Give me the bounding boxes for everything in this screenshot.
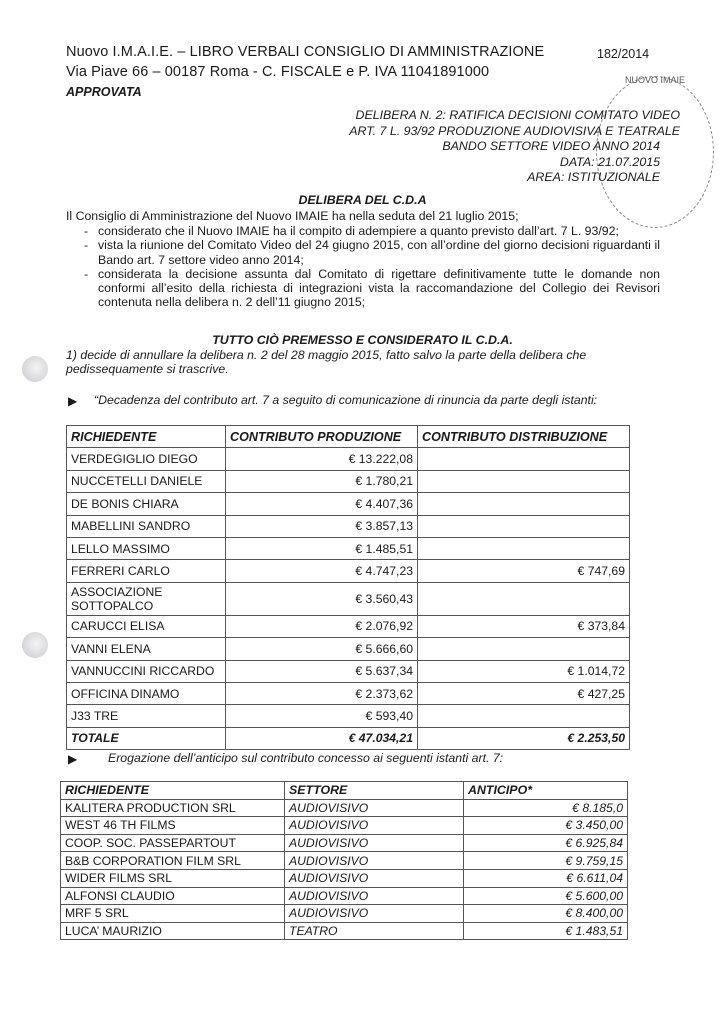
advance-cell: € 8.400,00 — [464, 905, 628, 923]
advance-cell: € 3.450,00 — [464, 817, 628, 835]
advance-cell: € 9.759,15 — [464, 852, 628, 870]
intro-text: Il Consiglio di Amministrazione del Nuovo IMAIE ha nella seduta del 21 luglio 2015; — [66, 209, 519, 223]
requester-cell: VERDEGIGLIO DIEGO — [67, 448, 226, 470]
requester-cell: MABELLINI SANDRO — [67, 515, 226, 537]
production-cell: € 2.076,92 — [226, 615, 418, 637]
sector-cell: AUDIOVISIVO — [285, 817, 464, 835]
requester-cell: OFFICINA DINAMO — [67, 682, 226, 704]
production-cell: € 1.780,21 — [226, 470, 418, 492]
list-item: - considerata la decisione assunta dal Comitato di rigettare definitivamente tutte le domande non conformi all’esito della richiesta di integrazioni vista la raccomandazione del Collegio dei Revisori contenuta nella delibera n. 2 dell’11 giugno 2015; — [84, 266, 660, 310]
table-row — [67, 515, 630, 537]
production-cell: € 4.407,36 — [226, 493, 418, 515]
table-row — [67, 560, 630, 582]
subject-line-2: ART. 7 L. 93/92 PRODUZIONE AUDIOVISIVA E TEATRALE — [349, 123, 680, 138]
table-row — [67, 705, 630, 727]
table-row — [61, 922, 628, 940]
decision-1: 1) decide di annullare la delibera n. 2 del 28 maggio 2015, fatto salvo la parte della delibera che pedissequamente si trascrive. — [66, 348, 587, 377]
requester-cell: MRF 5 SRL — [61, 905, 285, 923]
production-cell: € 2.373,62 — [226, 682, 418, 704]
section-1-heading: “Decadenza del contributo art. 7 a seguito di comunicazione di rinuncia da parte degli istanti: — [94, 393, 598, 407]
subject-line-1: DELIBERA N. 2: RATIFICA DECISIONI COMITATO VIDEO — [355, 108, 680, 122]
premise-heading: TUTTO CIÒ PREMESSO E CONSIDERATO IL C.D.A. — [212, 333, 513, 347]
production-cell: € 13.222,08 — [226, 448, 418, 470]
total-distribution: € 2.253,50 — [418, 727, 630, 749]
column-header-advance: ANTICIPO* — [464, 782, 628, 800]
table-row — [67, 660, 630, 682]
table-row — [61, 799, 628, 817]
sector-cell: AUDIOVISIVO — [285, 869, 464, 887]
requester-cell: LUCA’ MAURIZIO — [61, 922, 285, 940]
requester-cell: VANNUCCINI RICCARDO — [67, 660, 226, 682]
column-header-sector: SETTORE — [285, 782, 464, 800]
table-header-row — [67, 426, 630, 448]
advance-cell: € 6.611,04 — [464, 869, 628, 887]
production-cell: € 1.485,51 — [226, 537, 418, 559]
requester-cell: ASSOCIAZIONE SOTTOPALCO — [67, 582, 226, 615]
column-header-production: CONTRIBUTO PRODUZIONE — [226, 426, 418, 448]
advance-cell: € 6.925,84 — [464, 834, 628, 852]
table-row — [61, 869, 628, 887]
list-item: - considerato che il Nuovo IMAIE ha il compito di adempiere a quanto previsto dall’art. 7 L. 93/92; — [84, 224, 660, 238]
punch-hole — [22, 632, 48, 658]
distribution-cell: € 1.014,72 — [418, 660, 630, 682]
distribution-cell: € 427,25 — [418, 682, 630, 704]
column-header-requester: RICHIEDENTE — [67, 426, 226, 448]
subject-line-3: BANDO SETTORE VIDEO ANNO 2014 — [442, 139, 660, 153]
table-row — [67, 448, 630, 470]
advance-cell: € 5.600,00 — [464, 887, 628, 905]
production-cell: € 3.560,43 — [226, 582, 418, 615]
table-row — [67, 615, 630, 637]
requester-cell: B&B CORPORATION FILM SRL — [61, 852, 285, 870]
distribution-cell: € 747,69 — [418, 560, 630, 582]
table-row — [61, 852, 628, 870]
total-label: TOTALE — [67, 727, 226, 749]
table-row — [67, 582, 630, 615]
arrow-icon: ▶ — [68, 394, 78, 408]
production-cell: € 5.637,34 — [226, 660, 418, 682]
requester-cell: COOP. SOC. PASSEPARTOUT — [61, 834, 285, 852]
production-cell: € 4.747,23 — [226, 560, 418, 582]
requester-cell: DE BONIS CHIARA — [67, 493, 226, 515]
list-item: - vista la riunione del Comitato Video del 24 giugno 2015, con all’ordine del giorno decisioni riguardanti il Bando art. 7 settore video anno 2014; — [84, 238, 660, 267]
distribution-cell — [418, 638, 630, 660]
requester-cell: LELLO MASSIMO — [67, 537, 226, 559]
distribution-cell — [418, 537, 630, 559]
table-row — [67, 682, 630, 704]
table-total-row — [67, 727, 630, 749]
distribution-cell — [418, 582, 630, 615]
subject-line-5: AREA: ISTITUZIONALE — [527, 170, 660, 184]
column-header-requester: RICHIEDENTE — [61, 782, 285, 800]
header-title: Nuovo I.M.A.I.E. – LIBRO VERBALI CONSIGLIO DI AMMINISTRAZIONE — [66, 44, 545, 60]
contribution-decadence-table — [66, 425, 630, 750]
total-production: € 47.034,21 — [226, 727, 418, 749]
sector-cell: AUDIOVISIVO — [285, 852, 464, 870]
sector-cell: TEATRO — [285, 922, 464, 940]
column-header-distribution: CONTRIBUTO DISTRIBUZIONE — [418, 426, 630, 448]
consideration-1: considerato che il Nuovo IMAIE ha il compito di adempiere a quanto previsto dall’art. 7 L. 93/92; — [98, 224, 619, 238]
sector-cell: AUDIOVISIVO — [285, 799, 464, 817]
arrow-icon: ▶ — [68, 752, 78, 766]
consideration-2: vista la riunione del Comitato Video del 24 giugno 2015, con all’ordine del giorno decisioni riguardanti il Bando art. 7 settore video anno 2014; — [98, 238, 660, 267]
sector-cell: AUDIOVISIVO — [285, 834, 464, 852]
distribution-cell — [418, 493, 630, 515]
requester-cell: NUCCETELLI DANIELE — [67, 470, 226, 492]
requester-cell: J33 TRE — [67, 705, 226, 727]
requester-cell: KALITERA PRODUCTION SRL — [61, 799, 285, 817]
delibera-title: DELIBERA DEL C.D.A — [298, 193, 427, 207]
punch-hole — [22, 356, 48, 382]
production-cell: € 3.857,13 — [226, 515, 418, 537]
table-row — [61, 905, 628, 923]
advance-payment-table — [60, 781, 628, 940]
requester-cell: VANNI ELENA — [67, 638, 226, 660]
consideration-3: considerata la decisione assunta dal Comitato di rigettare definitivamente tutte le domande non conformi all’esito della richiesta di integrazioni vista la raccomandazione del Collegio dei Revisori contenuta nella delibera n. 2 dell’11 giugno 2015; — [98, 266, 660, 310]
advance-cell: € 8.185,0 — [464, 799, 628, 817]
subject-line-4: DATA: 21.07.2015 — [559, 154, 660, 169]
sector-cell: AUDIOVISIVO — [285, 905, 464, 923]
requester-cell: WIDER FILMS SRL — [61, 869, 285, 887]
requester-cell: WEST 46 TH FILMS — [61, 817, 285, 835]
production-cell: € 593,40 — [226, 705, 418, 727]
header-address: Via Piave 66 – 00187 Roma - C. FISCALE e P. IVA 11041891000 — [66, 64, 490, 80]
table-row — [67, 638, 630, 660]
requester-cell: CARUCCI ELISA — [67, 615, 226, 637]
requester-cell: ALFONSI CLAUDIO — [61, 887, 285, 905]
table-row — [67, 493, 630, 515]
stamp-text: NUOVO IMAIE — [624, 75, 685, 85]
production-cell: € 5.666,60 — [226, 638, 418, 660]
distribution-cell — [418, 470, 630, 492]
advance-cell: € 1.483,51 — [464, 922, 628, 940]
table-header-row — [61, 782, 628, 800]
distribution-cell — [418, 515, 630, 537]
table-row — [67, 537, 630, 559]
subject-block — [190, 108, 690, 186]
table-row — [61, 817, 628, 835]
approved-label: APPROVATA — [66, 85, 142, 99]
table-row — [67, 470, 630, 492]
sector-cell: AUDIOVISIVO — [285, 887, 464, 905]
distribution-cell — [418, 448, 630, 470]
distribution-cell: € 373,84 — [418, 615, 630, 637]
table-row — [61, 887, 628, 905]
requester-cell: FERRERI CARLO — [67, 560, 226, 582]
section-2-heading: Erogazione dell’anticipo sul contributo concesso ai seguenti istanti art. 7: — [108, 751, 504, 765]
table-row — [61, 834, 628, 852]
page-reference: 182/2014 — [597, 47, 650, 61]
considerations-list — [84, 224, 660, 310]
distribution-cell — [418, 705, 630, 727]
